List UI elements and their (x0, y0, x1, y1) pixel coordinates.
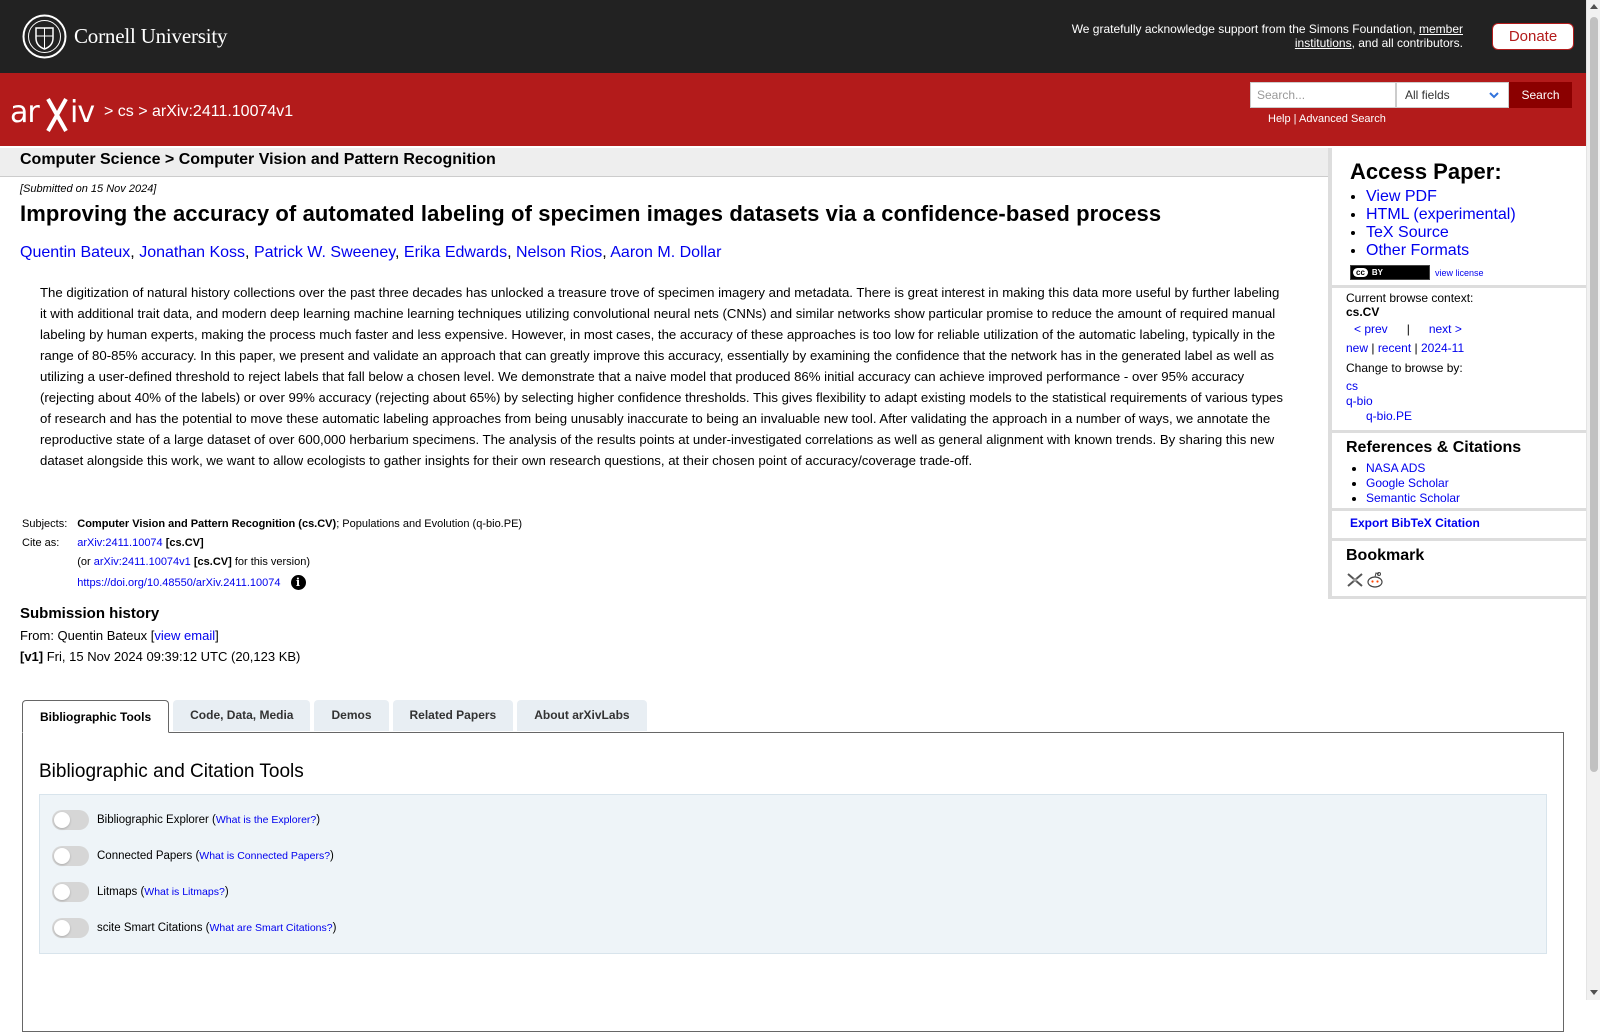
bookmark-icons (1346, 571, 1586, 589)
primary-subject: Computer Vision and Pattern Recognition (cs.CV) (77, 518, 337, 530)
breadcrumb-sep: > (133, 103, 153, 120)
field-select-value: All fields (1405, 88, 1450, 102)
secondary-subject: ; Populations and Evolution (q-bio.PE) (336, 518, 523, 530)
reddit-icon[interactable] (1366, 571, 1384, 589)
tool-row-litmaps (52, 882, 229, 902)
cc-label: cc (1353, 268, 1368, 277)
scroll-up-arrow-icon[interactable] (1590, 4, 1598, 9)
cite-v1-category: [cs.CV] (193, 556, 232, 568)
submission-from (20, 628, 219, 643)
tool-help-link[interactable]: What is Litmaps? (144, 886, 225, 898)
author-list: Quentin Bateux, Jonathan Koss, Patrick W. Sweeney, Erika Edwards, Nelson Rios, Aaron M. Dollar (20, 244, 722, 261)
tool-label: scite Smart Citations ( (97, 922, 210, 934)
subject-breadcrumb: Computer Science > Computer Vision and Pattern Recognition (0, 148, 1328, 177)
references-title: References & Citations (1346, 439, 1522, 456)
tool-close: ) (330, 850, 334, 862)
license-row (1350, 265, 1586, 280)
browse-context-value: cs.CV (1346, 305, 1380, 319)
tex-source-link[interactable]: TeX Source (1366, 224, 1449, 241)
prev-link[interactable]: < prev (1354, 322, 1388, 336)
tab-about-arxivlabs[interactable]: About arXivLabs (517, 700, 646, 731)
bibsonomy-icon[interactable] (1346, 571, 1364, 589)
donate-button[interactable]: Donate (1492, 23, 1574, 50)
browse-qbio-link[interactable]: q-bio (1346, 394, 1373, 408)
access-links (1350, 188, 1586, 260)
bookmark-title: Bookmark (1346, 547, 1425, 564)
cite-or: (or (77, 556, 94, 568)
tab-bibliographic-tools[interactable]: Bibliographic Tools (22, 700, 169, 733)
pipe: | (1368, 341, 1378, 355)
labs-tabs (22, 700, 651, 732)
support-suffix: , and all contributors. (1351, 36, 1463, 50)
cite-value (75, 534, 524, 553)
sidebar (1328, 148, 1586, 599)
tool-row-connected-papers (52, 846, 334, 866)
tool-label: Connected Papers ( (97, 850, 200, 862)
new-link[interactable]: new (1346, 341, 1369, 355)
semantic-scholar-link[interactable]: Semantic Scholar (1366, 491, 1461, 505)
help-links (1268, 113, 1386, 125)
tool-help-link[interactable]: What is the Explorer? (215, 814, 317, 826)
help-link[interactable]: Help (1268, 113, 1291, 125)
page-scrollbar[interactable] (1586, 0, 1600, 1000)
explorer-toggle[interactable] (52, 810, 89, 830)
view-email-link[interactable]: view email (154, 628, 216, 643)
tools-list (39, 794, 1547, 954)
abstract: The digitization of natural history collections over the past three decades has unlocked a treasure trove of specimen imagery and metadata. There is great interest in making this data more useful by further labeling it with additional trait data, and modern deep learning machine learning techniques utilizing convolutional neural nets (CNNs) and similar networks show particular promise to reduce the amount of required manual labeling by human experts, making the process much faster and less expensive. However, in most cases, the accuracy of these approaches is too low for reliable utilization of the automatic labeling, typically in the range of 80-85% accuracy. In this paper, we present and validate an approach that can greatly improve this accuracy, essentially by examining the confidence that the network has in the generated label as well as utilizing a user-defined threshold to reject labels that fall below a chosen level. We demonstrate that a naive model that produced 86% initial accuracy can achieve improved performance - over 95% accuracy (rejecting about 40% of the labels) or over 99% accuracy (rejecting about 65%) by selecting higher confidence thresholds. This gives flexibility to adapt existing models to the statistical requirements of various types of research and has the potential to move these automatic labeling approaches from being unusably inaccurate to being an invaluable new tool. After validating the approach in a number of ways, we annotate the reproductive state of a large dataset of over 600,000 herbarium specimens. The analysis of the results points at under-investigated correlations as well as general alignment with known trends. By sharing this new dataset alongside this work, we want to allow ecologists to gather insights for their own research questions, at their chosen point of accuracy/coverage trade-off. (40, 285, 1283, 468)
google-scholar-link[interactable]: Google Scholar (1366, 476, 1449, 490)
litmaps-toggle[interactable] (52, 882, 89, 902)
references-links (1346, 461, 1586, 506)
tab-panel (22, 732, 1564, 1032)
breadcrumb-sep: > (104, 103, 118, 120)
tool-close: ) (224, 886, 229, 898)
scroll-down-arrow-icon[interactable] (1590, 990, 1598, 995)
month-link[interactable]: 2024-11 (1420, 341, 1465, 355)
cite-version (75, 553, 524, 572)
scite-toggle[interactable] (52, 918, 89, 938)
tool-row-explorer (52, 810, 320, 830)
tool-row-scite (52, 918, 336, 938)
svg-text:iv: iv (70, 95, 95, 130)
browse-context-label: Current browse context: (1346, 291, 1474, 305)
tab-demos[interactable]: Demos (314, 700, 388, 731)
metadata-table (20, 515, 524, 594)
browse-category-list (1346, 379, 1586, 424)
html-experimental-link[interactable]: HTML (experimental) (1366, 206, 1516, 223)
breadcrumb-paper-id: arXiv:2411.10074v1 (152, 103, 294, 120)
cite-category: [cs.CV] (165, 537, 204, 549)
author-link[interactable]: Patrick W. Sweeney (253, 244, 396, 261)
help-sep: | (1290, 113, 1299, 125)
tab-code-data-media[interactable]: Code, Data, Media (173, 700, 310, 731)
nav-separator: | (1406, 322, 1410, 336)
submission-history-title: Submission history (20, 605, 160, 622)
svg-text:ar: ar (10, 95, 39, 130)
cite-id-link[interactable]: arXiv:2411.10074 (77, 537, 163, 549)
tool-label: Litmaps ( (97, 886, 145, 898)
prev-next-nav (1346, 322, 1586, 336)
doi-link[interactable]: https://doi.org/10.48550/arXiv.2411.10074 (77, 577, 281, 589)
info-icon[interactable]: i (291, 575, 306, 590)
tool-help-link[interactable]: What is Connected Papers? (199, 850, 331, 862)
submission-version (20, 649, 300, 664)
member-institutions-link[interactable]: member institutions (1294, 22, 1463, 50)
references-box (1328, 433, 1586, 511)
cornell-bar (0, 0, 1586, 73)
chevron-down-icon (1488, 89, 1500, 101)
doi-row (75, 572, 524, 594)
search-field-select[interactable] (1396, 82, 1509, 108)
scroll-thumb[interactable] (1590, 17, 1598, 772)
recent-link[interactable]: recent (1377, 341, 1412, 355)
cornell-seal-icon (22, 14, 67, 59)
subjects-label: Subjects: (22, 518, 68, 530)
version-label[interactable]: [v1] (20, 649, 44, 664)
paper-title: Improving the accuracy of automated labeling of specimen images datasets via a confidence-based process (20, 201, 1162, 226)
arxiv-logo-icon (10, 93, 102, 133)
tool-label: Bibliographic Explorer ( (97, 814, 216, 826)
cite-v1-suffix: for this version) (231, 556, 311, 568)
breadcrumb-cs[interactable]: cs (117, 103, 134, 120)
browse-context-box (1328, 288, 1586, 433)
browse-links (1346, 341, 1586, 355)
from-close: ] (215, 628, 219, 643)
version-date: Fri, 15 Nov 2024 09:39:12 UTC (20,123 KB) (43, 649, 301, 664)
author-link[interactable]: Erika Edwards (403, 244, 508, 261)
browse-qbio-pe-link[interactable]: q-bio.PE (1366, 409, 1413, 423)
cite-v1-link[interactable]: arXiv:2411.10074v1 (93, 556, 191, 568)
by-label: BY (1371, 268, 1384, 277)
tab-related-papers[interactable]: Related Papers (393, 700, 514, 731)
access-paper-title: Access Paper: (1350, 159, 1502, 184)
author-link[interactable]: Aaron M. Dollar (610, 244, 722, 261)
support-text: We gratefully acknowledge support from the Simons Foundation, (1071, 22, 1419, 36)
author-link[interactable]: Jonathan Koss (139, 244, 246, 261)
author-link[interactable]: Nelson Rios (515, 244, 603, 261)
arxiv-header (0, 73, 1586, 146)
tool-close: ) (316, 814, 321, 826)
next-link[interactable]: next > (1428, 322, 1462, 336)
arxiv-logo[interactable] (10, 93, 102, 138)
access-paper-box (1328, 148, 1586, 288)
search-input[interactable] (1250, 82, 1396, 108)
tool-close: ) (332, 922, 337, 934)
cornell-name: Cornell University (74, 24, 228, 48)
panel-title: Bibliographic and Citation Tools (39, 761, 304, 782)
other-formats-link[interactable]: Other Formats (1366, 242, 1470, 259)
author-link[interactable]: Quentin Bateux (20, 244, 131, 261)
breadcrumb (104, 103, 293, 121)
submission-date: [Submitted on 15 Nov 2024] (20, 183, 157, 195)
support-acknowledgement (1043, 22, 1463, 50)
connected-papers-toggle[interactable] (52, 846, 89, 866)
export-box (1328, 511, 1586, 541)
change-browse-label: Change to browse by: (1346, 361, 1463, 375)
view-pdf-link[interactable]: View PDF (1366, 188, 1437, 205)
search-button[interactable]: Search (1509, 82, 1572, 108)
export-bibtex-link[interactable]: Export BibTeX Citation (1350, 516, 1480, 530)
pipe: | (1411, 341, 1421, 355)
subjects-value (75, 515, 524, 534)
cite-label: Cite as: (22, 537, 60, 549)
bookmark-box (1328, 541, 1586, 599)
browse-cs-link[interactable]: cs (1346, 379, 1358, 393)
cornell-logo[interactable] (22, 14, 227, 59)
from-text: From: Quentin Bateux [ (20, 628, 155, 643)
tool-help-link[interactable]: What are Smart Citations? (209, 922, 333, 934)
cc-by-license-icon[interactable] (1350, 265, 1430, 280)
advanced-search-link[interactable]: Advanced Search (1299, 113, 1386, 125)
nasa-ads-link[interactable]: NASA ADS (1366, 461, 1426, 475)
view-license-link[interactable]: view license (1435, 267, 1484, 278)
